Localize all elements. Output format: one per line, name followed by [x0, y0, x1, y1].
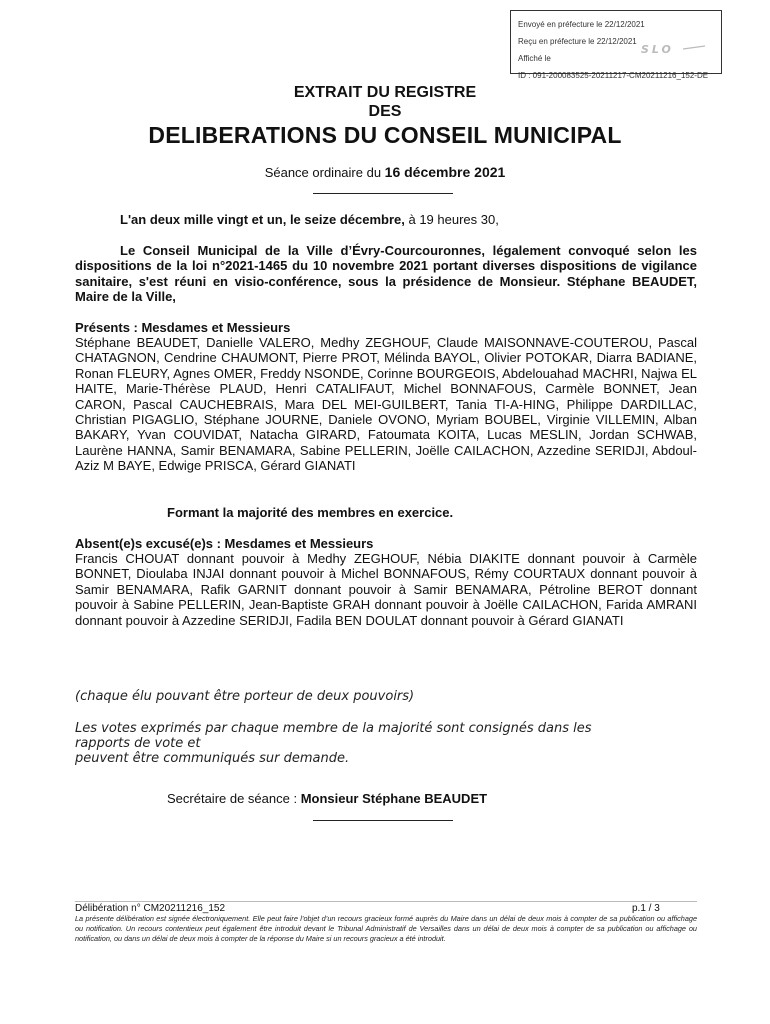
secretary-name: Monsieur Stéphane BEAUDET	[300, 791, 488, 806]
votes-note-line1: Les votes exprimés par chaque membre de la majorité sont consignés dans les	[75, 721, 592, 736]
session-date: 16 décembre 2021	[384, 164, 506, 180]
slo-logo-icon	[639, 42, 709, 56]
register-extract-title: EXTRAIT DU REGISTRE	[293, 84, 477, 101]
opening-date-text: L'an deux mille vingt et un, le seize décembre,	[120, 212, 405, 227]
footer-divider	[75, 901, 697, 902]
secretary-divider	[313, 820, 453, 821]
opening-time-text: à 19 heures 30,	[404, 212, 499, 227]
votes-note-line2: rapports de vote et	[75, 736, 201, 751]
stamp-id: ID : 091-200083525-20211217-CM20211216_152-DE	[518, 71, 709, 80]
session-line	[0, 164, 770, 181]
opening-paragraph	[75, 212, 697, 227]
prefecture-stamp	[510, 10, 722, 80]
stamp-posted: Affiché le	[518, 54, 551, 63]
proxies-note: (chaque élu pouvant être porteur de deux pouvoirs)	[75, 689, 415, 704]
title-divider	[313, 193, 453, 194]
deliberations-title: DELIBERATIONS DU CONSEIL MUNICIPAL	[148, 122, 622, 148]
deliberation-reference: Délibération n° CM20211216_152	[75, 903, 226, 914]
secretary-line	[167, 791, 667, 806]
absents-heading: Absent(e)s excusé(e)s : Mesdames et Messieurs	[75, 536, 374, 551]
council-paragraph: Le Conseil Municipal de la Ville d’Évry-Courcouronnes, légalement convoqué selon les dispositions de la loi n°2021-1465 du 10 novembre 2021 portant diverses dispositions de vigilance sanitaire, s'est réuni en visio-conférence, sous la présidence de Monsieur. Stéphane BEAUDET, Maire de la Ville,	[75, 243, 697, 305]
secretary-label: Secrétaire de séance :	[167, 791, 301, 806]
register-extract-des: DES	[368, 103, 402, 120]
svg-text:SLO: SLO	[641, 43, 674, 56]
page-number: p.1 / 3	[632, 903, 660, 914]
legal-notice: La présente délibération est signée électroniquement. Elle peut faire l’objet d’un recours gracieux formé auprès du Maire dans un délai de deux mois à compter de sa publication ou affichage ou notification. Un recours contentieux peut également être introduit devant le Tribunal Administratif de Versailles dans un délai de deux mois à compter de sa publication ou affichage ou notification, ou dans un délai de deux mois à compter de la réponse du Maire si un recours gracieux a été introduit.	[75, 914, 697, 943]
presents-list: Stéphane BEAUDET, Danielle VALERO, Medhy ZEGHOUF, Claude MAISONNAVE-COUTEROU, Pascal CHATAGNON, Cendrine CHAUMONT, Pierre PROT, Mélinda BAYOL, Olivier POTOKAR, Diarra BADIANE, Ronan FLEURY, Agnes OMER, Freddy NSONDE, Corinne BOURGEOIS, Abdelouahad MACHRI, Najwa EL HAITE, Marie-Thérèse PLAUD, Henri CATALIFAUT, Michel BONNAFOUS, Carmèle BONNET, Jean CARON, Pascal CAUCHEBRAIS, Mara DEL MEI-GUILBERT, Tania TI-A-HING, Philippe DARDILLAC, Christian PIGAGLIO, Stéphane JOURNE, Daniele OVONO, Myriam BOUBEL, Virginie VILLEMIN, Alban BAKARY, Yvan COUVIDAT, Natacha GIRARD, Fatoumata KOITA, Lucas MESLIN, Jordan SCHWAB, Laurène HANNA, Samir BENAMARA, Sabine PELLERIN, Joëlle CAILACHON, Azzedine SERIDJI, Abdoul-Aziz M BAYE, Edwige PRISCA, Gérard GIANATI	[75, 335, 697, 474]
votes-note-line3: peuvent être communiqués sur demande.	[75, 751, 350, 766]
stamp-sent-date: Envoyé en préfecture le 22/12/2021	[518, 20, 645, 29]
stamp-received-date: Reçu en préfecture le 22/12/2021	[518, 37, 637, 46]
presents-heading: Présents : Mesdames et Messieurs	[75, 320, 291, 335]
absents-list: Francis CHOUAT donnant pouvoir à Medhy ZEGHOUF, Nébia DIAKITE donnant pouvoir à Carmèle BONNET, Dioulaba INJAI donnant pouvoir à Michel BONNAFOUS, Rémy COURTAUX donnant pouvoir à Samir BENAMARA, Rafik GARNIT donnant pouvoir à Samir BENAMARA, Pétroline BEROT donnant pouvoir à Sabine PELLERIN, Jean-Baptiste GRAH donnant pouvoir à Joëlle CAILACHON, Farida AMRANI donnant pouvoir à Azzedine SERIDJI, Fadila BEN DOULAT donnant pouvoir à Gérard GIANATI	[75, 551, 697, 628]
majority-statement: Formant la majorité des membres en exercice.	[167, 505, 454, 520]
session-prefix: Séance ordinaire du	[264, 165, 385, 180]
